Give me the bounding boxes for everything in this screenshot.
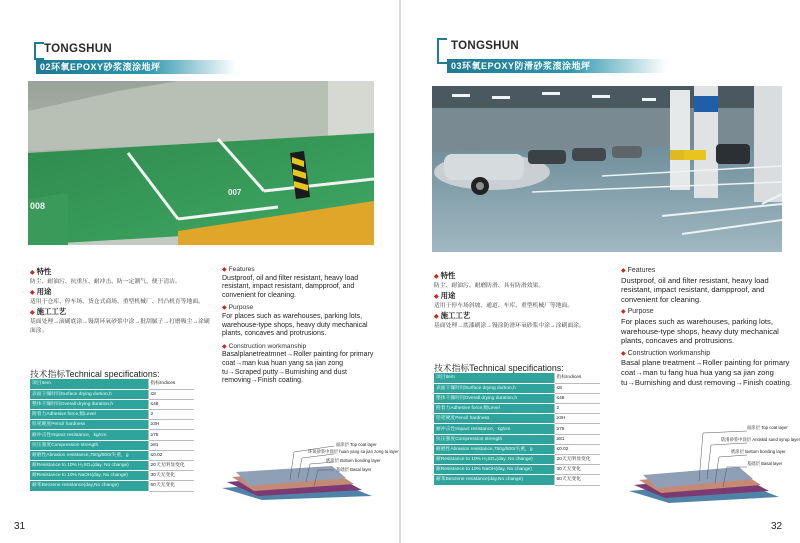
diamond-icon: ◆ bbox=[621, 309, 626, 316]
diamond-icon: ◆ bbox=[434, 314, 439, 321]
spec-row bbox=[30, 440, 194, 450]
diamond-icon: ◆ bbox=[434, 274, 439, 280]
spec-table bbox=[30, 379, 194, 492]
spec-value-cell: ≤48 bbox=[148, 399, 194, 409]
en-construction-heading: ◆ Construction workmanship bbox=[222, 342, 307, 350]
en-description bbox=[621, 267, 793, 391]
spec-item-cell: 附着力Adhesive force,级Level bbox=[30, 410, 148, 420]
spec-title: 技术指标Technical specifications: bbox=[434, 363, 564, 373]
spec-row bbox=[30, 379, 194, 389]
layer-label-4: 基础层 Basal layer bbox=[336, 467, 372, 472]
zh-purpose-heading: ◆ 用途 bbox=[30, 287, 52, 297]
spec-item-cell: 耐Resistance to 10% H₂SO₄(day, No change) bbox=[434, 455, 554, 465]
zh-features-text: 防尘、耐油污、抗重压、耐冲击、防一定潮气、便于清洁。 bbox=[30, 278, 181, 285]
spec-value-cell: 指标Indices bbox=[554, 373, 600, 383]
zh-description bbox=[30, 266, 210, 335]
en-description bbox=[222, 266, 382, 390]
spec-value-cell: ≥3H bbox=[148, 420, 194, 430]
diamond-icon: ◆ bbox=[621, 268, 626, 274]
spec-item-cell: 整体干燥时间Overall drying duration,h bbox=[30, 399, 148, 409]
spec-value-cell: ≤8 bbox=[554, 383, 600, 393]
product-title: 03环氧EPOXY防滑砂浆滚涂地坪 bbox=[447, 59, 667, 73]
diamond-icon: ◆ bbox=[222, 343, 227, 350]
spec-value-cell: 指标Indices bbox=[148, 379, 194, 389]
en-construction-text: Basal plane treatment→Roller painting for primary coat→man tu fang hua hua yang sa jian zong tu→Burnishing and dust removing→Finish coating. bbox=[621, 358, 792, 387]
spec-row bbox=[30, 389, 194, 399]
zh-purpose-heading: ◆ 用途 bbox=[434, 291, 456, 301]
spec-item-cell: 项目Item bbox=[30, 379, 148, 389]
spec-item-cell: 耐磨性Abrasion resistance,750g/500r失重，g bbox=[30, 450, 148, 460]
spec-value-cell: 60天无变化 bbox=[148, 481, 194, 491]
spec-item-cell: 耐Resistance to 10% NaOH(day, No change) bbox=[30, 471, 148, 481]
diamond-icon: ◆ bbox=[434, 294, 439, 301]
zh-features-heading: ◆ 特性 bbox=[30, 267, 52, 276]
zh-process-heading: ◆ 施工工艺 bbox=[434, 311, 471, 321]
zh-features-text: 防尘、耐油污、耐磨防滑、具有防滑效果。 bbox=[434, 282, 545, 289]
spec-item-cell: 耐Resistance to 10% NaOH(day, No change) bbox=[434, 465, 554, 475]
en-purpose-heading: ◆ Purpose bbox=[621, 308, 654, 316]
product-photo bbox=[28, 81, 374, 245]
spec-row bbox=[434, 444, 600, 454]
spec-value-cell: ≥81 bbox=[148, 440, 194, 450]
spec-item-cell: 附着力Adhesive force,级Level bbox=[434, 404, 554, 414]
layer-diagram bbox=[629, 425, 800, 505]
spec-row bbox=[30, 461, 194, 471]
spec-item-cell: 耐冲击性Impact resistance，kg/cm bbox=[30, 430, 148, 440]
spec-table bbox=[434, 373, 600, 486]
spec-item-cell: 铅笔硬度Pencil hardness bbox=[30, 420, 148, 430]
zh-process-text: 基面处理→底漆刷涂→镘涂防滑环氧砂浆中涂→涂刷面涂。 bbox=[434, 322, 585, 329]
layer-label-3: 底涂层 Bottom bonding layer bbox=[731, 449, 786, 454]
page-right bbox=[401, 0, 800, 543]
layer-diagram bbox=[222, 430, 399, 500]
parking-garage-illustration bbox=[432, 86, 782, 252]
spec-item-cell: 抗压强度Compression strength bbox=[434, 434, 554, 444]
spec-value-cell: 20天无明显变化 bbox=[148, 461, 194, 471]
product-title: 02环氧EPOXY砂浆滚涂地坪 bbox=[36, 60, 236, 74]
spec-row bbox=[30, 410, 194, 420]
header-bracket bbox=[34, 42, 44, 60]
spec-row bbox=[30, 399, 194, 409]
en-features-text: Dustproof, oil and filter resistant, heavy load resistant, impact resistant, dampproof, and convenient for cleaning. bbox=[621, 275, 769, 304]
zh-features-heading: ◆ 特性 bbox=[434, 271, 456, 280]
spec-value-cell: ≥75 bbox=[554, 424, 600, 434]
diamond-icon: ◆ bbox=[30, 310, 35, 317]
spec-item-cell: 耐苯Benzene resistance(day,No change) bbox=[30, 481, 148, 491]
product-photo bbox=[432, 86, 782, 252]
spec-row bbox=[434, 424, 600, 434]
spec-item-cell: 耐磨性Abrasion resistance,750g/500r失重，g bbox=[434, 444, 554, 454]
layer-label-1: 面涂层 Top coat layer bbox=[747, 425, 788, 430]
spec-value-cell: 30天无变化 bbox=[148, 471, 194, 481]
spec-row bbox=[434, 455, 600, 465]
zh-process-text: 基面处理→滚刷底涂→镘刮环氧砂浆中涂→批刮腻子→打磨吸尘→涂刷面涂。 bbox=[30, 318, 210, 334]
spec-value-cell: 2 bbox=[554, 404, 600, 414]
zh-purpose-text: 适用于仓库、停车场、货仓式商场、重型机械厂、凹凸机育等地面。 bbox=[30, 298, 204, 305]
spec-row bbox=[434, 393, 600, 403]
en-purpose-text: For places such as warehouses, parking lots, warehouse-type shops, heavy duty mechanical plants, concaves and protrusions. bbox=[621, 316, 779, 346]
spec-value-cell: ≥3H bbox=[554, 414, 600, 424]
diamond-icon: ◆ bbox=[222, 267, 227, 273]
diamond-icon: ◆ bbox=[30, 290, 35, 297]
layer-label-2: 环氧砂浆中涂层 huan yang sa jian zong tu layer bbox=[308, 449, 399, 454]
spec-value-cell: 20天无明显变化 bbox=[554, 455, 600, 465]
zh-process-heading: ◆ 施工工艺 bbox=[30, 307, 67, 317]
spec-item-cell: 整体干燥时间Overall drying duration,h bbox=[434, 393, 554, 403]
diamond-icon: ◆ bbox=[30, 270, 35, 276]
zh-purpose-text: 适用于停车场斜坡、通道、车库、重型机械厂等地面。 bbox=[434, 302, 574, 309]
marking-008: 008 bbox=[30, 201, 46, 211]
brand-name: TONGSHUN bbox=[44, 43, 112, 55]
spec-row bbox=[30, 420, 194, 430]
en-features-heading: ◆ Features bbox=[222, 266, 255, 273]
spec-value-cell: ≤0.02 bbox=[554, 444, 600, 454]
spec-item-cell: 耐冲击性Impact resistance，kg/cm bbox=[434, 424, 554, 434]
spec-row bbox=[434, 434, 600, 444]
spec-row bbox=[434, 404, 600, 414]
zh-description bbox=[434, 270, 614, 331]
page-number: 31 bbox=[14, 521, 26, 532]
spec-item-cell: 抗压强度Compression strength bbox=[30, 440, 148, 450]
spec-item-cell: 铅笔硬度Pencil hardness bbox=[434, 414, 554, 424]
spec-item-cell: 表面干燥时间Surface drying durtion,h bbox=[30, 389, 148, 399]
layer-label-2: 防滑砂浆中涂层 Antiskid sand syrup layer bbox=[721, 437, 800, 442]
spec-item-cell: 表面干燥时间Surface drying durtion,h bbox=[434, 383, 554, 393]
en-features-heading: ◆ Features bbox=[621, 267, 656, 274]
spec-row bbox=[30, 450, 194, 460]
layer-label-1: 面涂层 Top coat layer bbox=[336, 442, 377, 447]
page-number: 32 bbox=[771, 521, 783, 532]
spec-row bbox=[30, 481, 194, 491]
spec-value-cell: ≤8 bbox=[148, 389, 194, 399]
diamond-icon: ◆ bbox=[621, 350, 626, 357]
spec-row bbox=[434, 373, 600, 383]
spec-value-cell: 2 bbox=[148, 410, 194, 420]
en-construction-heading: ◆ Construction workmanship bbox=[621, 349, 711, 357]
spec-row bbox=[434, 414, 600, 424]
en-purpose-text: For places such as warehouses, parking lots, warehouse-type shops, heavy duty mechanical plants, concaves and protrusions. bbox=[222, 312, 368, 338]
spec-row bbox=[30, 471, 194, 481]
spec-item-cell: 耐苯Benzene resistance(day,No change) bbox=[434, 475, 554, 485]
marking-007: 007 bbox=[228, 188, 242, 197]
diamond-icon: ◆ bbox=[222, 305, 227, 312]
en-purpose-heading: ◆ Purpose bbox=[222, 304, 254, 312]
spec-item-cell: 耐Resistance to 10% H₂SO₄(day, No change) bbox=[30, 461, 148, 471]
en-construction-text: Basalplanetreatmnet→Roller painting for primary coat→man kua huan yang sa jian zong tu→Scraped putty→Burnishing and dust removing→Finish coating. bbox=[222, 351, 374, 385]
header-bracket bbox=[437, 38, 447, 64]
parking-floor-illustration bbox=[28, 81, 374, 245]
spec-row bbox=[434, 383, 600, 393]
spec-value-cell: ≤0.02 bbox=[148, 450, 194, 460]
spec-row bbox=[434, 475, 600, 485]
en-features-text: Dustproof, oil and filter resistant, heavy load resistant, impact resistant, dampproof, and convenient for cleaning. bbox=[222, 274, 359, 299]
layer-label-3: 底涂层 Bottom bonding layer bbox=[326, 458, 381, 463]
spec-value-cell: ≥81 bbox=[554, 434, 600, 444]
layer-label-4: 基础层 Basal layer bbox=[747, 461, 783, 466]
spec-row bbox=[434, 465, 600, 475]
spec-value-cell: 30天无变化 bbox=[554, 465, 600, 475]
spec-value-cell: 60天无变化 bbox=[554, 475, 600, 485]
spec-row bbox=[30, 430, 194, 440]
spec-title: 技术指标Technical specifications: bbox=[30, 369, 160, 379]
spec-value-cell: ≥75 bbox=[148, 430, 194, 440]
brand-name: TONGSHUN bbox=[451, 40, 519, 52]
spec-item-cell: 项目Item bbox=[434, 373, 554, 383]
layer-stack-graphic bbox=[222, 430, 382, 500]
spec-value-cell: ≤48 bbox=[554, 393, 600, 403]
